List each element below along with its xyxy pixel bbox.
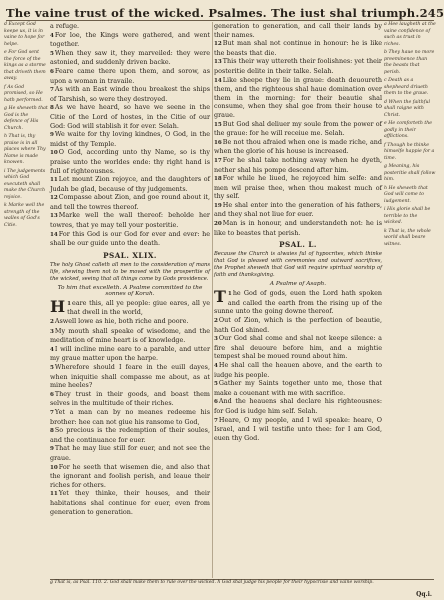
verse-number: 4 (50, 346, 54, 353)
verse-text: For while he liued, he rejoyced him selfe: and men wil praise thee, when thou makest much of thy self. (214, 174, 382, 201)
right-text-column (214, 22, 382, 578)
verse-text: As with an East winde thou breakest the ships of Tarshish, so were they destroyed. (50, 85, 210, 103)
verse (50, 489, 210, 516)
margin-note: g He sheweth that God is the defence of His Church. (4, 106, 48, 131)
verse-text: This their way uttereth their foolishnes: yet their posteritie delite in their talke. Selah. (214, 57, 382, 75)
verse-number: 13 (50, 213, 58, 220)
verse-number: 5 (50, 50, 54, 57)
margin-note: f As God promised, so He hath performed. (4, 84, 43, 103)
verse (214, 76, 382, 120)
verse-text: That he may liue still for euer, and not see the graue. (50, 444, 210, 462)
verse-number: 10 (50, 464, 58, 471)
verse-number: 2 (214, 318, 218, 325)
verse-text: Out of Zion, which is the perfection of beautie, hath God shined. (214, 316, 382, 334)
verse-number: 2 (50, 319, 54, 326)
verse-text: Gather my Saints together unto me, those that make a couenant with me with sacrifice. (214, 379, 382, 397)
page-number: 245 (419, 6, 444, 20)
verse (50, 363, 210, 390)
verse (50, 103, 210, 130)
verse-number: 5 (214, 381, 218, 388)
verse (50, 67, 210, 85)
verse (214, 39, 382, 57)
verse-text: Compasse about Zion, and goe round about it, and tell the towres thereof. (50, 193, 210, 211)
verse (214, 334, 382, 361)
verse-text: O God, according unto thy Name, so is thy praise unto the worldes ende: thy right hand is full of righteousnes. (50, 148, 210, 175)
verse-text: Our God shal come and shal not keepe silence: a fire shal deuoure before him, and a mightie tempest shal be moued round about him. (214, 334, 382, 361)
margin-note: c Death as a shepheard driueth them to the graue. (384, 78, 429, 96)
verse (50, 426, 210, 444)
verse-text: I will incline mine eare to a parable, and utter my graue matter upon the harpe. (50, 344, 210, 363)
verse-text: a refuge. (50, 22, 80, 30)
verse-text: generation to generation, and call their lands by their names. (214, 22, 382, 39)
verse-text: He shal enter into the generation of his fathers, and they shal not liue for euer. (214, 200, 382, 219)
verse-number: 14 (214, 77, 222, 84)
verse-text: As we have heard, so have we seene in the Citie of the Lord of hostes, in the Citie of our God: God will stablish it for ever. Selah. (50, 103, 210, 130)
left-text-column (50, 22, 210, 578)
verse-number: 10 (50, 150, 58, 157)
verse-text: eare this, all ye people: giue eares, all ye that dwell in the world, (67, 298, 210, 317)
verse (50, 345, 210, 363)
verse-number: 11 (50, 491, 58, 498)
verse (50, 463, 210, 490)
verse-text: Be not thou afraied when one is made riche, and when the glorie of his house is increased. (214, 137, 382, 156)
verse (214, 201, 382, 219)
margin-note: i The judgements which God executeth shall make the Church rejoice. (4, 168, 46, 200)
verse (50, 444, 210, 462)
verse-text: But man shal not continue in honour: he is like the beasts that die. (214, 39, 382, 57)
verse-text: Aswell lowe as hie, both riche and poore. (54, 317, 189, 326)
right-margin-notes (384, 22, 436, 578)
verse-text: They trust in their goods, and boast them selves in the multitude of their riches. (50, 389, 210, 408)
verse-text: For he seeth that wisemen die, and also that the ignorant and foolish perish, and leaue their riches for others. (50, 462, 210, 489)
verse-number: 3 (50, 328, 54, 335)
psalm-50-superscription: A Psalme of Asaph. (269, 281, 327, 288)
verse-text: And the heauens shal declare his righteousnes: for God is iudge him self. Selah. (214, 397, 382, 415)
psalm-50-argument: Because the Church is alwaies ful of hypocrites, which thinke that God is pleased with ceremonies and outward sacrifices, the Prophet sheweth that God will require spiritual worship of faith and thanksgiving. (214, 251, 382, 279)
verse (214, 156, 382, 174)
running-title: The vaine trust of the wicked. Psalmes. The iust shal triumph. (6, 6, 420, 20)
verse-number: 4 (50, 32, 54, 39)
verse-text: Yet a man can by no meanes redeeme his brother: hee can not giue his ransome to God, (50, 407, 210, 426)
verse-number: 12 (214, 41, 222, 48)
left-margin-notes (4, 22, 48, 578)
verse (214, 174, 382, 201)
psalm-50-verses (214, 289, 382, 442)
verse-text: For this God is our God for ever and ever: he shall be our guide unto the death. (50, 229, 210, 248)
verse (50, 211, 210, 229)
catchword: Qq.i. (416, 591, 432, 598)
verse (214, 289, 382, 316)
verse (50, 175, 210, 193)
margin-note: b They haue no more preeminence than the beasts that perish. (384, 50, 435, 75)
margin-note: a Hee laugheth at the vaine confidence of such as trust in riches. (384, 22, 436, 47)
verse (50, 130, 210, 148)
verse (214, 120, 382, 138)
verse-number: 9 (50, 446, 54, 453)
verse-number: 14 (50, 231, 58, 238)
verse-number: 13 (214, 59, 222, 66)
verse (214, 22, 382, 39)
verse-text: We waite for thy loving kindnes, O God, in the midst of thy Temple. (50, 130, 210, 148)
column-rule (212, 22, 213, 578)
footnotes: g That is, as Psal. 110. 2. God shall make them to rule over the wicked. h God shal judge his people for their hypocrisie and vaine worship. (50, 579, 434, 590)
verse-text: Let mount Zion rejoyce, and the daughters of Judah be glad, because of thy judgements. (50, 175, 210, 193)
psalm-50-title: PSAL. L. (279, 240, 317, 250)
margin-note: d Except God keepe us, it is in vaine to hope for helpe. (4, 22, 45, 47)
margin-note: d When the faithful shall raigne with Christ. (384, 99, 430, 118)
verse-number: 8 (50, 428, 54, 435)
psalm-49-argument: The holy Ghost calleth all men to the consideration of mans life, shewing them not to be moved with the prosperitie of the wicked, seeing that all things come by Gods providence. (50, 261, 210, 282)
verse-text: For he shal take nothing away when he dyeth, nether shal his pompe descend after him. (214, 155, 382, 174)
verse (50, 148, 210, 175)
verse-text: Wherefore should I feare in the euill dayes, when iniquitie shall compasse me about, as at mine heeles? (50, 363, 210, 390)
verse (214, 397, 382, 415)
verse-number: 7 (214, 417, 218, 424)
verse (50, 85, 210, 103)
verse-number: 20 (214, 221, 222, 228)
psalm-49-continued-verses (214, 22, 382, 237)
margin-note: h That is, thy praise is in all places where Thy Name is made knowen. (4, 134, 46, 165)
verse-number: 15 (214, 121, 222, 128)
verse (50, 327, 210, 345)
verse-number: 19 (214, 202, 222, 209)
psalm-49-title: PSAL. XLIX. (103, 250, 157, 260)
verse-number: 1 (67, 300, 72, 307)
verse-text: Man is in honour, and understandeth not: he is like to beastes that perish. (214, 219, 382, 237)
margin-note: k Marke well the strength of the walles of God's Citie. (4, 203, 45, 228)
verse-number: 12 (50, 195, 58, 202)
verse-number: 17 (214, 157, 222, 164)
verse-number: 11 (50, 177, 58, 184)
verse (214, 138, 382, 156)
verse (214, 361, 382, 379)
verse (50, 31, 210, 49)
margin-note: k That is, the whole world shall beare witnes. (384, 228, 431, 247)
verse-text: For loe, the Kings were gathered, and went together. (50, 30, 210, 49)
verse (50, 49, 210, 67)
verse (50, 296, 210, 317)
verse (50, 193, 210, 211)
verse-number: 6 (214, 399, 218, 406)
margin-note: f Though he thinke himselfe happie for a time. (384, 142, 435, 161)
verse-number: 1 (227, 291, 232, 298)
verse-text: My mouth shall speake of wisedome, and the meditation of mine heart is of knowledge. (50, 326, 210, 345)
verse-text: Yet they thinke, their houses, and their habitations shal continue for euer, even from generation to generation. (50, 489, 210, 516)
verse (214, 416, 382, 443)
verse-text: Marke well the wall thereof: beholde her towres, that ye may tell your posteritie. (50, 211, 210, 230)
verse-text: When they saw it, they marveiled: they were astonied, and suddenly driven backe. (50, 48, 210, 67)
verse (50, 230, 210, 248)
verse (214, 379, 382, 397)
verse-number: 18 (214, 176, 222, 183)
margin-note: h He sheweth that God will come to iudgement. (384, 185, 428, 204)
verse (50, 408, 210, 426)
verse (50, 390, 210, 408)
drop-cap: T (214, 287, 226, 307)
verse-number: 3 (214, 336, 218, 343)
verse-number: 8 (50, 105, 54, 112)
running-header (6, 4, 444, 21)
verse (214, 316, 382, 334)
verse-number: 16 (214, 139, 222, 146)
verse (214, 219, 382, 237)
psalm-49-verses (50, 296, 210, 516)
verse-number: 6 (50, 391, 54, 398)
margin-note: i His glorie shall be terrible to the wicked. (384, 207, 431, 225)
verse-number: 7 (50, 409, 54, 416)
verse-text: Heare, O my people, and I wil speake: heare, O Israel, and I wil testifie unto thee: for I am God, euen thy God. (214, 415, 382, 442)
verse-text: he God of gods, euen the Lord hath spoken and called the earth from the rising up of the sunne unto the going downe thereof. (214, 289, 382, 316)
verse (50, 317, 210, 327)
verse-text: Feare came there upon them, and sorow, as upon a woman in travaile. (50, 66, 210, 85)
margin-note: g Meaning, his posteritie shall follow him. (384, 164, 436, 182)
verse-number: 6 (50, 68, 54, 75)
verse-text: So precious is the redemption of their soules, and the continuance for euer. (50, 426, 210, 444)
verse-number: 7 (50, 87, 54, 94)
drop-cap: H (50, 296, 66, 316)
verse-text: He shal call the heauen above, and the earth to iudge his people. (214, 361, 382, 379)
verse (214, 57, 382, 75)
verse-number: 9 (50, 132, 54, 139)
verse-text: But God shal deliuer my soule from the power of the graue: for he will receiue me. Selah. (214, 119, 382, 138)
verse-text: Like sheepe they lie in graue: death deuoureth them, and the righteous shal haue domination over them in the morning: for their beautie shal consume, when they shal goe from their house to graue. (214, 75, 382, 119)
psalm-49-superscription: To him that excelleth. A Psalme committed to the sonnes of Korah. (57, 284, 203, 297)
verse (50, 22, 210, 31)
margin-note: e He comforteth the godly in their afflictions. (384, 121, 433, 139)
margin-note: e For God sent the force of the kings as a storme that driveth them away. (4, 50, 46, 81)
verse-number: 5 (50, 365, 54, 371)
psalm-48-verses (50, 22, 210, 248)
verse-number: 4 (214, 363, 218, 369)
